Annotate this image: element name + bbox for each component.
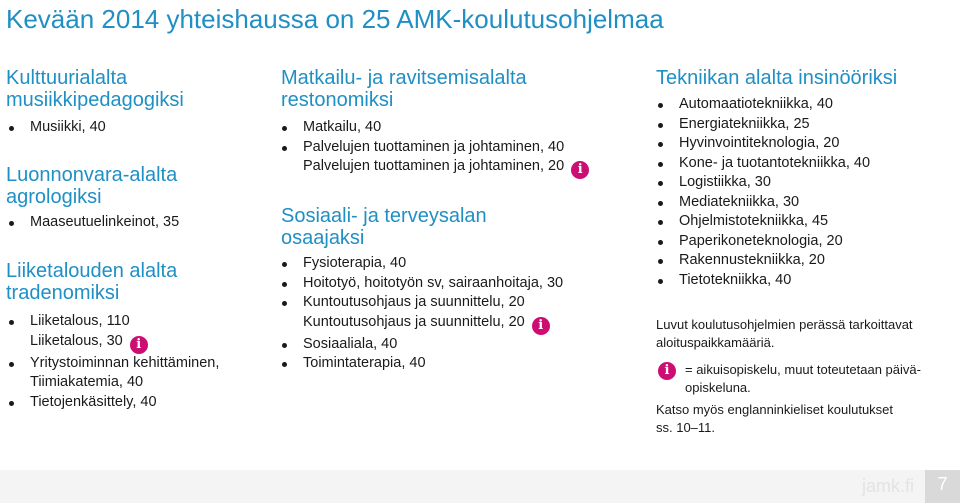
natural-heading: Luonnonvara-alalta agrologiksi bbox=[6, 164, 178, 208]
list-item: Liiketalous, 110 bbox=[6, 312, 219, 332]
page-number: 7 bbox=[937, 474, 948, 494]
tourism-heading: Matkailu- ja ravitsemisalalta restonomiksi bbox=[281, 67, 527, 111]
info-icon: i bbox=[532, 317, 550, 335]
health-heading: Sosiaali- ja terveysalan osaajaksi bbox=[281, 205, 487, 249]
list-item: Hyvinvointiteknologia, 20 bbox=[655, 134, 870, 154]
culture-list bbox=[6, 118, 106, 138]
culture-heading: Kulttuurialalta musiikkipedagogiksi bbox=[6, 67, 184, 111]
tourism-list bbox=[279, 118, 589, 179]
info-icon: i bbox=[571, 161, 589, 179]
list-item: Rakennustekniikka, 20 bbox=[655, 251, 870, 271]
legend-text: = aikuisopiskelu, muut toteutetaan päivä- opiskeluna. bbox=[685, 362, 921, 395]
natural-list bbox=[6, 213, 179, 233]
list-item: Yritystoiminnan kehittäminen, bbox=[6, 354, 219, 374]
info-icon: i bbox=[130, 336, 148, 354]
list-item: Palvelujen tuottaminen ja johtaminen, 20 i bbox=[279, 157, 589, 179]
business-heading: Liiketalouden alalta tradenomiksi bbox=[6, 260, 178, 304]
list-item: Kone- ja tuotantotekniikka, 40 bbox=[655, 154, 870, 174]
list-item: Tiimiakatemia, 40 bbox=[30, 374, 144, 390]
footer-bar bbox=[0, 470, 960, 503]
seat-count-note: Luvut koulutusohjelmien perässä tarkoittavat aloituspaikkamääriä. bbox=[656, 317, 913, 350]
list-item: Toimintaterapia, 40 bbox=[279, 354, 563, 374]
list-item: Tietojenkäsittely, 40 bbox=[6, 393, 219, 413]
list-item: Palvelujen tuottaminen ja johtaminen, 40 bbox=[279, 138, 589, 158]
english-programmes-note: Katso myös englanninkieliset koulutukset ss. 10–11. bbox=[656, 402, 894, 435]
list-item: Fysioterapia, 40 bbox=[279, 254, 563, 274]
list-item: Liiketalous, 30 i bbox=[6, 332, 219, 354]
list-item: Ohjelmistotekniikka, 45 bbox=[655, 212, 870, 232]
tech-heading: Tekniikan alalta insinööriksi bbox=[656, 67, 898, 89]
list-item: Maaseutuelinkeinot, 35 bbox=[6, 213, 179, 233]
list-item: Matkailu, 40 bbox=[279, 118, 589, 138]
list-item: Energiatekniikka, 25 bbox=[655, 115, 870, 135]
health-list bbox=[279, 254, 563, 374]
list-item: Tietotekniikka, 40 bbox=[655, 271, 870, 291]
list-item: Logistiikka, 30 bbox=[655, 173, 870, 193]
list-item: Automaatiotekniikka, 40 bbox=[655, 95, 870, 115]
list-item: Mediatekniikka, 30 bbox=[655, 193, 870, 213]
list-item: Hoitotyö, hoitotyön sv, sairaanhoitaja, 30 bbox=[279, 274, 563, 294]
list-item: Musiikki, 40 bbox=[6, 118, 106, 138]
list-item: Kuntoutusohjaus ja suunnittelu, 20 bbox=[279, 293, 563, 313]
jamk-logo: jamk.fi bbox=[862, 476, 915, 496]
list-item: Sosiaaliala, 40 bbox=[279, 335, 563, 355]
business-list bbox=[6, 312, 219, 412]
page-title: Kevään 2014 yhteishaussa on 25 AMK-koulutusohjelmaa bbox=[6, 4, 664, 34]
list-item: Paperikoneteknologia, 20 bbox=[655, 232, 870, 252]
info-icon: i bbox=[658, 362, 676, 380]
tech-list bbox=[655, 95, 870, 290]
list-item: Kuntoutusohjaus ja suunnittelu, 20 i bbox=[279, 313, 563, 335]
